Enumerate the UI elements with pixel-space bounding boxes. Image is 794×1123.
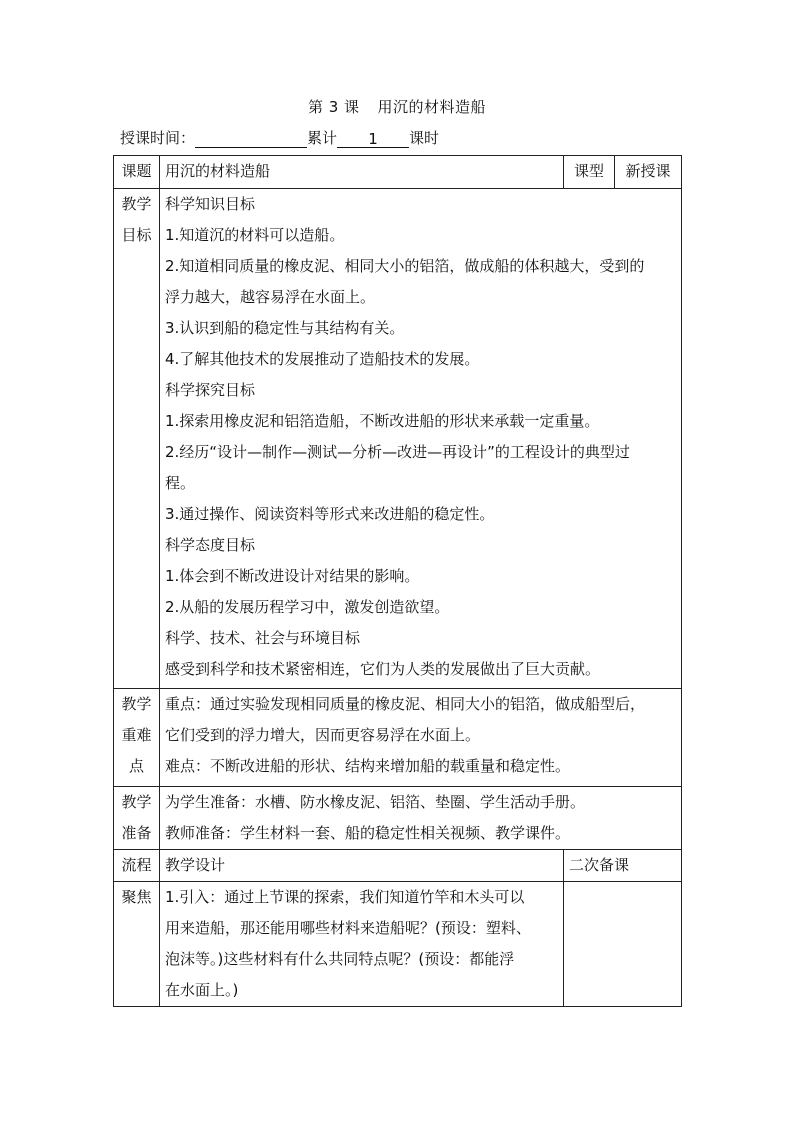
focus-line: 1.引入：通过上节课的探索，我们知道竹竿和木头可以 xyxy=(165,888,525,906)
row-prep xyxy=(114,787,682,850)
goal-line: 2.从船的发展历程学习中，激发创造欲望。 xyxy=(165,598,450,616)
goal-line: 1.知道沉的材料可以造船。 xyxy=(165,226,345,244)
focus-content xyxy=(160,882,564,1007)
row-topic xyxy=(114,156,682,189)
goal-line: 3.通过操作、阅读资料等形式来改进船的稳定性。 xyxy=(165,505,495,523)
goal-line: 2.知道相同质量的橡皮泥、相同大小的铝箔，做成船的体积越大，受到的 xyxy=(165,257,645,275)
lesson-title: 用沉的材料造船 xyxy=(377,98,487,116)
type-label: 课型 xyxy=(564,156,615,189)
focus-line: 用来造船，那还能用哪些材料来造船呢？(预设：塑料、 xyxy=(165,919,531,937)
goal-line: 4.了解其他技术的发展推动了造船技术的发展。 xyxy=(165,350,480,368)
keypoints-label: 教学 重难 点 xyxy=(114,689,160,787)
row-keypoints xyxy=(114,689,682,787)
goal-line: 1.体会到不断改进设计对结果的影响。 xyxy=(165,567,420,585)
topic-value: 用沉的材料造船 xyxy=(160,156,564,189)
topic-label: 课题 xyxy=(114,156,160,189)
lesson-meta xyxy=(120,127,439,148)
prep-line: 教师准备：学生材料一套、船的稳定性相关视频、教学课件。 xyxy=(165,824,571,842)
goal-line: 2.经历“设计—制作—测试—分析—改进—再设计”的工程设计的典型过 xyxy=(165,443,630,461)
focus-label: 聚焦 xyxy=(114,882,160,1007)
row-focus xyxy=(114,882,682,1007)
goal-line: 感受到科学和技术紧密相连，它们为人类的发展做出了巨大贡献。 xyxy=(165,660,601,678)
type-value: 新授课 xyxy=(615,156,682,189)
prep-content xyxy=(160,787,682,850)
goal-line: 1.探索用橡皮泥和铝箔造船，不断改进船的形状来承载一定重量。 xyxy=(165,412,600,430)
goal-line: 浮力越大，越容易浮在水面上。 xyxy=(165,288,376,306)
keypoint-line: 它们受到的浮力增大，因而更容易浮在水面上。 xyxy=(165,726,481,744)
keypoint-line: 难点：不断改进船的形状、结构来增加船的载重量和稳定性。 xyxy=(165,757,571,775)
lesson-number: 第 3 课 xyxy=(307,98,360,116)
count-label: 累计 xyxy=(307,129,338,147)
revision-notes-cell[interactable] xyxy=(564,882,682,1007)
time-field[interactable] xyxy=(195,130,307,148)
focus-line: 泡沫等。)这些材料有什么共同特点呢？(预设：都能浮 xyxy=(165,950,515,968)
count-unit: 课时 xyxy=(409,129,440,147)
page-title xyxy=(0,96,794,117)
design-header: 教学设计 xyxy=(160,850,564,882)
time-label: 授课时间： xyxy=(120,129,196,147)
goal-heading: 科学探究目标 xyxy=(165,381,256,399)
focus-line: 在水面上。) xyxy=(165,981,239,999)
revision-header: 二次备课 xyxy=(564,850,682,882)
goals-label: 教学 目标 xyxy=(114,189,160,689)
prep-label: 教学 准备 xyxy=(114,787,160,850)
keypoint-line: 重点：通过实验发现相同质量的橡皮泥、相同大小的铝箔，做成船型后， xyxy=(165,695,646,713)
prep-line: 为学生准备：水槽、防水橡皮泥、铝箔、垫圈、学生活动手册。 xyxy=(165,793,586,811)
goal-heading: 科学知识目标 xyxy=(165,195,256,213)
goals-content xyxy=(160,189,682,689)
goal-heading: 科学、技术、社会与环境目标 xyxy=(165,629,361,647)
goal-line: 程。 xyxy=(165,474,196,492)
goal-heading: 科学态度目标 xyxy=(165,536,256,554)
keypoints-content xyxy=(160,689,682,787)
goal-line: 3.认识到船的稳定性与其结构有关。 xyxy=(165,319,405,337)
row-goals xyxy=(114,189,682,689)
flow-header-label: 流程 xyxy=(114,850,160,882)
lesson-plan-table xyxy=(113,155,682,1007)
row-flow-header xyxy=(114,850,682,882)
count-field[interactable]: 1 xyxy=(337,130,409,148)
